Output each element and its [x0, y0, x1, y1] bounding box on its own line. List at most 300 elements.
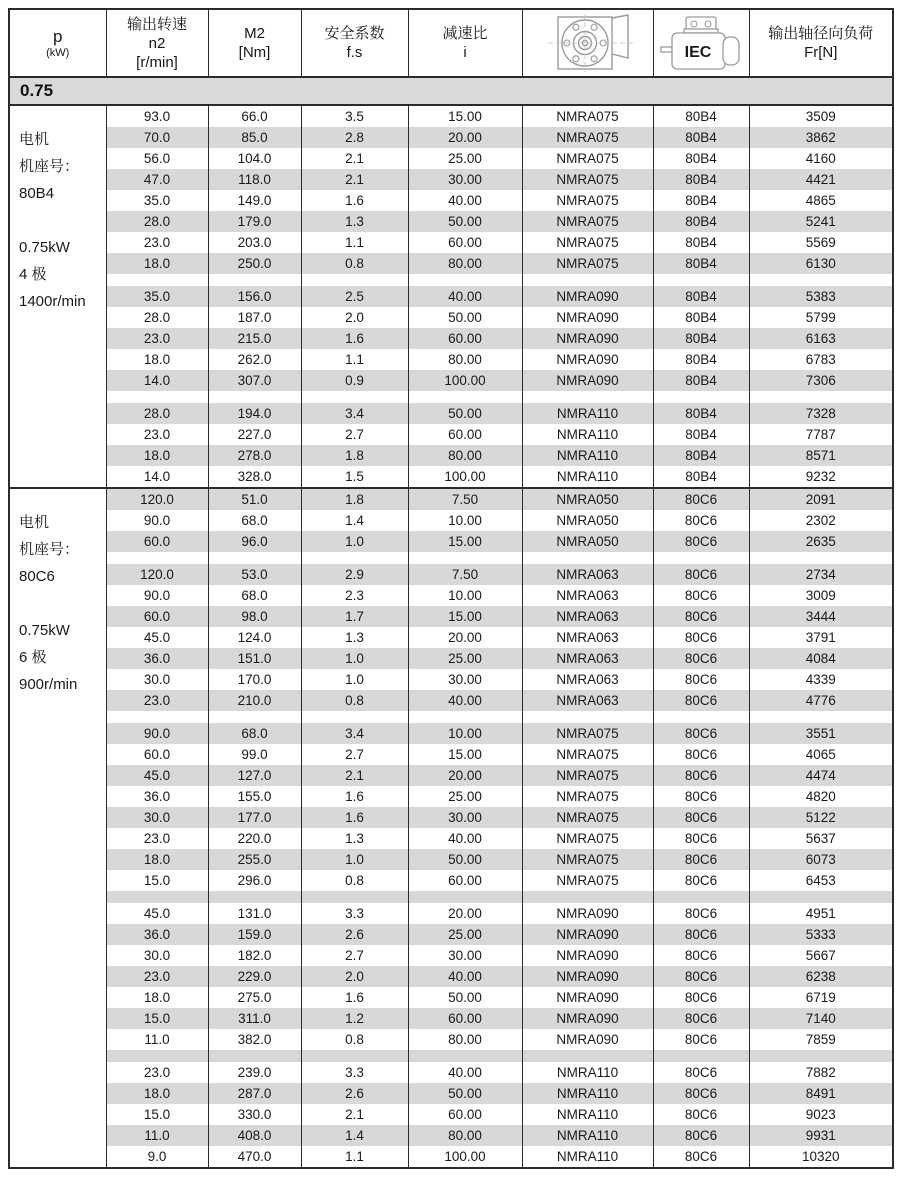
m2-cell: 262.0 [208, 349, 301, 370]
fs-cell: 2.0 [301, 966, 408, 987]
fs-cell: 1.6 [301, 987, 408, 1008]
ratio-cell: 80.00 [408, 349, 522, 370]
ratio-label: 减速比 [442, 25, 488, 42]
ratio-cell: 25.00 [408, 148, 522, 169]
gap-cell [301, 891, 408, 903]
m2-cell: 127.0 [208, 765, 301, 786]
frame-cell: 80C6 [653, 1146, 749, 1168]
ratio-cell: 20.00 [408, 765, 522, 786]
fr-cell: 10320 [749, 1146, 893, 1168]
iec-motor-icon [659, 14, 743, 72]
gap-cell [749, 552, 893, 564]
motor-section-label-line: 电机 [19, 131, 50, 148]
m2-cell: 156.0 [208, 286, 301, 307]
gap-cell [749, 891, 893, 903]
motor-section-label [9, 488, 106, 1168]
gap-cell [653, 1050, 749, 1062]
gap-cell [749, 274, 893, 286]
model-cell: NMRA063 [522, 648, 653, 669]
ratio-cell: 50.00 [408, 987, 522, 1008]
ratio-cell: 80.00 [408, 253, 522, 274]
data-row [9, 211, 893, 232]
data-row [9, 690, 893, 711]
n2-cell: 9.0 [106, 1146, 208, 1168]
m2-cell: 179.0 [208, 211, 301, 232]
m2-cell: 149.0 [208, 190, 301, 211]
n2-cell: 36.0 [106, 786, 208, 807]
fs-cell: 0.9 [301, 370, 408, 391]
m2-cell: 104.0 [208, 148, 301, 169]
ratio-cell: 40.00 [408, 190, 522, 211]
model-cell: NMRA075 [522, 744, 653, 765]
n2-cell: 30.0 [106, 945, 208, 966]
frame-cell: 80C6 [653, 945, 749, 966]
fs-cell: 1.7 [301, 606, 408, 627]
n2-cell: 11.0 [106, 1125, 208, 1146]
frame-cell: 80C6 [653, 564, 749, 585]
ratio-cell: 60.00 [408, 424, 522, 445]
power-band-value: 0.75 [9, 77, 893, 105]
model-cell: NMRA075 [522, 807, 653, 828]
m2-cell: 255.0 [208, 849, 301, 870]
data-row [9, 253, 893, 274]
m2-cell: 287.0 [208, 1083, 301, 1104]
gap-cell [522, 891, 653, 903]
torque-unit: [Nm] [238, 44, 271, 61]
model-cell: NMRA090 [522, 924, 653, 945]
frame-cell: 80C6 [653, 690, 749, 711]
gap-cell [208, 552, 301, 564]
frame-cell: 80C6 [653, 723, 749, 744]
m2-cell: 159.0 [208, 924, 301, 945]
data-row [9, 564, 893, 585]
gap-cell [106, 391, 208, 403]
fr-cell: 4951 [749, 903, 893, 924]
data-row [9, 903, 893, 924]
m2-cell: 210.0 [208, 690, 301, 711]
fr-cell: 6130 [749, 253, 893, 274]
frame-cell: 80C6 [653, 1029, 749, 1050]
frame-cell: 80C6 [653, 744, 749, 765]
ratio-cell: 10.00 [408, 510, 522, 531]
ratio-cell: 15.00 [408, 744, 522, 765]
fs-cell: 2.1 [301, 169, 408, 190]
m2-cell: 203.0 [208, 232, 301, 253]
gap-cell [408, 274, 522, 286]
motor-section-label-line: 机座号： [19, 158, 80, 175]
fr-cell: 4820 [749, 786, 893, 807]
column-header-ratio [408, 9, 522, 77]
fr-cell: 4065 [749, 744, 893, 765]
ratio-cell: 15.00 [408, 606, 522, 627]
ratio-cell: 40.00 [408, 966, 522, 987]
model-cell: NMRA090 [522, 349, 653, 370]
gap-cell [522, 552, 653, 564]
model-cell: NMRA090 [522, 903, 653, 924]
fs-cell: 1.1 [301, 1146, 408, 1168]
fr-cell: 6453 [749, 870, 893, 891]
radial-load-label: 输出轴径向负荷 [768, 25, 874, 42]
model-cell: NMRA090 [522, 1008, 653, 1029]
frame-cell: 80C6 [653, 669, 749, 690]
gap-cell [653, 552, 749, 564]
n2-cell: 47.0 [106, 169, 208, 190]
m2-cell: 131.0 [208, 903, 301, 924]
n2-cell: 30.0 [106, 807, 208, 828]
fr-cell: 7306 [749, 370, 893, 391]
fr-cell: 3862 [749, 127, 893, 148]
fr-cell: 7882 [749, 1062, 893, 1083]
fs-cell: 0.8 [301, 690, 408, 711]
n2-cell: 18.0 [106, 253, 208, 274]
frame-cell: 80C6 [653, 627, 749, 648]
model-cell: NMRA090 [522, 286, 653, 307]
model-cell: NMRA090 [522, 307, 653, 328]
frame-cell: 80C6 [653, 1062, 749, 1083]
fr-cell: 4421 [749, 169, 893, 190]
fr-cell: 6238 [749, 966, 893, 987]
fr-cell: 5667 [749, 945, 893, 966]
fr-cell: 6163 [749, 328, 893, 349]
gap-cell [106, 552, 208, 564]
m2-cell: 227.0 [208, 424, 301, 445]
data-row [9, 105, 893, 127]
fs-cell: 1.0 [301, 669, 408, 690]
gap-cell [653, 391, 749, 403]
fs-cell: 1.4 [301, 510, 408, 531]
n2-cell: 18.0 [106, 1083, 208, 1104]
n2-cell: 30.0 [106, 669, 208, 690]
fs-cell: 1.5 [301, 466, 408, 488]
fs-cell: 0.8 [301, 870, 408, 891]
fs-cell: 2.8 [301, 127, 408, 148]
motor-section-label-line [19, 590, 102, 617]
m2-cell: 99.0 [208, 744, 301, 765]
n2-cell: 56.0 [106, 148, 208, 169]
data-row [9, 349, 893, 370]
ratio-cell: 15.00 [408, 105, 522, 127]
m2-cell: 470.0 [208, 1146, 301, 1168]
frame-cell: 80C6 [653, 966, 749, 987]
gap-cell [653, 711, 749, 723]
fs-cell: 1.6 [301, 807, 408, 828]
fr-cell: 3551 [749, 723, 893, 744]
n2-cell: 23.0 [106, 232, 208, 253]
power-symbol-label: p [53, 26, 63, 46]
ratio-cell: 50.00 [408, 1083, 522, 1104]
gap-cell [653, 891, 749, 903]
n2-cell: 60.0 [106, 531, 208, 552]
header-row [9, 9, 893, 77]
m2-cell: 187.0 [208, 307, 301, 328]
model-cell: NMRA075 [522, 828, 653, 849]
ratio-cell: 100.00 [408, 1146, 522, 1168]
gap-cell [106, 891, 208, 903]
n2-cell: 90.0 [106, 585, 208, 606]
n2-cell: 120.0 [106, 564, 208, 585]
n2-cell: 60.0 [106, 744, 208, 765]
group-gap-row [9, 1050, 893, 1062]
ratio-cell: 30.00 [408, 169, 522, 190]
model-cell: NMRA090 [522, 945, 653, 966]
fs-cell: 2.9 [301, 564, 408, 585]
ratio-cell: 80.00 [408, 445, 522, 466]
n2-cell: 36.0 [106, 924, 208, 945]
ratio-cell: 25.00 [408, 924, 522, 945]
fr-cell: 3509 [749, 105, 893, 127]
n2-cell: 23.0 [106, 328, 208, 349]
ratio-cell: 40.00 [408, 828, 522, 849]
fs-cell: 2.6 [301, 924, 408, 945]
ratio-cell: 30.00 [408, 945, 522, 966]
n2-cell: 28.0 [106, 211, 208, 232]
data-row [9, 424, 893, 445]
n2-cell: 36.0 [106, 648, 208, 669]
ratio-cell: 50.00 [408, 403, 522, 424]
model-cell: NMRA110 [522, 1104, 653, 1125]
model-cell: NMRA075 [522, 148, 653, 169]
n2-cell: 35.0 [106, 190, 208, 211]
ratio-cell: 60.00 [408, 328, 522, 349]
fs-cell: 2.7 [301, 744, 408, 765]
model-cell: NMRA063 [522, 606, 653, 627]
fs-cell: 1.3 [301, 211, 408, 232]
ratio-cell: 25.00 [408, 786, 522, 807]
m2-cell: 311.0 [208, 1008, 301, 1029]
n2-cell: 15.0 [106, 1104, 208, 1125]
fs-cell: 2.1 [301, 1104, 408, 1125]
m2-cell: 408.0 [208, 1125, 301, 1146]
fr-cell: 7140 [749, 1008, 893, 1029]
fs-cell: 2.6 [301, 1083, 408, 1104]
fs-cell: 3.3 [301, 1062, 408, 1083]
fr-cell: 2091 [749, 488, 893, 510]
frame-cell: 80B4 [653, 232, 749, 253]
frame-cell: 80C6 [653, 870, 749, 891]
m2-cell: 229.0 [208, 966, 301, 987]
motor-section-label-line: 0.75kW [19, 622, 70, 639]
frame-cell: 80B4 [653, 445, 749, 466]
fr-cell: 7859 [749, 1029, 893, 1050]
data-row [9, 403, 893, 424]
fr-cell: 7787 [749, 424, 893, 445]
m2-cell: 66.0 [208, 105, 301, 127]
fs-cell: 2.0 [301, 307, 408, 328]
fs-cell: 2.7 [301, 945, 408, 966]
data-row [9, 648, 893, 669]
fr-cell: 5637 [749, 828, 893, 849]
data-row [9, 148, 893, 169]
ratio-cell: 40.00 [408, 1062, 522, 1083]
output-speed-label: 输出转速 [126, 15, 187, 33]
model-cell: NMRA050 [522, 510, 653, 531]
m2-cell: 296.0 [208, 870, 301, 891]
fs-cell: 1.6 [301, 328, 408, 349]
gap-cell [408, 552, 522, 564]
gap-cell [653, 274, 749, 286]
fr-cell: 4474 [749, 765, 893, 786]
data-row [9, 723, 893, 744]
m2-cell: 382.0 [208, 1029, 301, 1050]
frame-cell: 80C6 [653, 807, 749, 828]
ratio-cell: 100.00 [408, 370, 522, 391]
motor-section-label [9, 105, 106, 488]
data-row [9, 849, 893, 870]
data-row [9, 445, 893, 466]
column-header-motor [653, 9, 749, 77]
m2-cell: 53.0 [208, 564, 301, 585]
n2-cell: 23.0 [106, 424, 208, 445]
m2-cell: 307.0 [208, 370, 301, 391]
data-row [9, 1083, 893, 1104]
gap-cell [208, 274, 301, 286]
frame-cell: 80B4 [653, 328, 749, 349]
model-cell: NMRA050 [522, 488, 653, 510]
data-row [9, 828, 893, 849]
model-cell: NMRA075 [522, 786, 653, 807]
fs-cell: 1.1 [301, 349, 408, 370]
ratio-cell: 30.00 [408, 807, 522, 828]
data-row [9, 466, 893, 488]
model-cell: NMRA063 [522, 669, 653, 690]
frame-cell: 80C6 [653, 849, 749, 870]
m2-cell: 328.0 [208, 466, 301, 488]
frame-cell: 80B4 [653, 286, 749, 307]
gap-cell [408, 391, 522, 403]
data-row [9, 370, 893, 391]
fs-cell: 0.8 [301, 253, 408, 274]
fr-cell: 3791 [749, 627, 893, 648]
model-cell: NMRA075 [522, 127, 653, 148]
m2-cell: 177.0 [208, 807, 301, 828]
fs-cell: 2.1 [301, 148, 408, 169]
model-cell: NMRA110 [522, 1062, 653, 1083]
frame-cell: 80C6 [653, 924, 749, 945]
ratio-cell: 50.00 [408, 849, 522, 870]
model-cell: NMRA075 [522, 169, 653, 190]
m2-cell: 98.0 [208, 606, 301, 627]
radial-load-symbol: Fr[N] [804, 44, 838, 61]
n2-cell: 18.0 [106, 349, 208, 370]
n2-cell: 90.0 [106, 723, 208, 744]
frame-cell: 80C6 [653, 531, 749, 552]
data-row [9, 945, 893, 966]
fr-cell: 5122 [749, 807, 893, 828]
model-cell: NMRA063 [522, 564, 653, 585]
model-cell: NMRA090 [522, 966, 653, 987]
ratio-cell: 25.00 [408, 648, 522, 669]
fr-cell: 4084 [749, 648, 893, 669]
motor-section-label-line: 80B4 [19, 185, 55, 202]
data-row [9, 1104, 893, 1125]
m2-cell: 220.0 [208, 828, 301, 849]
data-row [9, 1029, 893, 1050]
m2-cell: 118.0 [208, 169, 301, 190]
safety-factor-symbol: f.s [346, 44, 363, 61]
power-band-row [9, 77, 893, 105]
data-row [9, 627, 893, 648]
m2-cell: 278.0 [208, 445, 301, 466]
model-cell: NMRA075 [522, 105, 653, 127]
m2-cell: 215.0 [208, 328, 301, 349]
fs-cell: 1.6 [301, 190, 408, 211]
ratio-cell: 50.00 [408, 307, 522, 328]
fr-cell: 4776 [749, 690, 893, 711]
model-cell: NMRA075 [522, 253, 653, 274]
m2-cell: 85.0 [208, 127, 301, 148]
fr-cell: 5799 [749, 307, 893, 328]
gap-cell [301, 1050, 408, 1062]
fs-cell: 1.3 [301, 627, 408, 648]
frame-cell: 80C6 [653, 828, 749, 849]
frame-cell: 80B4 [653, 148, 749, 169]
data-row [9, 924, 893, 945]
n2-cell: 45.0 [106, 627, 208, 648]
gap-cell [208, 391, 301, 403]
ratio-cell: 60.00 [408, 1008, 522, 1029]
frame-cell: 80B4 [653, 169, 749, 190]
data-row [9, 585, 893, 606]
column-header-safety-factor [301, 9, 408, 77]
group-gap-row [9, 391, 893, 403]
model-cell: NMRA063 [522, 690, 653, 711]
frame-cell: 80B4 [653, 466, 749, 488]
n2-cell: 23.0 [106, 966, 208, 987]
frame-cell: 80C6 [653, 903, 749, 924]
ratio-cell: 40.00 [408, 286, 522, 307]
frame-cell: 80B4 [653, 127, 749, 148]
model-cell: NMRA090 [522, 328, 653, 349]
fs-cell: 2.1 [301, 765, 408, 786]
n2-cell: 18.0 [106, 987, 208, 1008]
gap-cell [301, 274, 408, 286]
frame-cell: 80B4 [653, 307, 749, 328]
fs-cell: 1.1 [301, 232, 408, 253]
fs-cell: 1.3 [301, 828, 408, 849]
column-header-torque [208, 9, 301, 77]
gap-cell [522, 711, 653, 723]
gap-cell [106, 1050, 208, 1062]
motor-section-label-line: 4 极 [19, 266, 47, 283]
gap-cell [749, 391, 893, 403]
n2-cell: 18.0 [106, 849, 208, 870]
column-header-gearbox [522, 9, 653, 77]
frame-cell: 80C6 [653, 1083, 749, 1104]
frame-cell: 80B4 [653, 349, 749, 370]
model-cell: NMRA075 [522, 723, 653, 744]
motor-section-label-line: 900r/min [19, 676, 78, 693]
frame-cell: 80B4 [653, 105, 749, 127]
frame-cell: 80C6 [653, 786, 749, 807]
fs-cell: 2.7 [301, 424, 408, 445]
safety-factor-label: 安全系数 [324, 25, 385, 42]
n2-cell: 23.0 [106, 1062, 208, 1083]
fs-cell: 3.5 [301, 105, 408, 127]
fs-cell: 3.3 [301, 903, 408, 924]
model-cell: NMRA075 [522, 849, 653, 870]
gap-cell [301, 391, 408, 403]
fr-cell: 6719 [749, 987, 893, 1008]
fs-cell: 3.4 [301, 403, 408, 424]
column-header-radial-load [749, 9, 893, 77]
m2-cell: 68.0 [208, 723, 301, 744]
gap-cell [408, 891, 522, 903]
ratio-cell: 50.00 [408, 211, 522, 232]
data-row [9, 744, 893, 765]
data-row [9, 786, 893, 807]
motor-section-label-line: 0.75kW [19, 239, 70, 256]
ratio-cell: 10.00 [408, 723, 522, 744]
